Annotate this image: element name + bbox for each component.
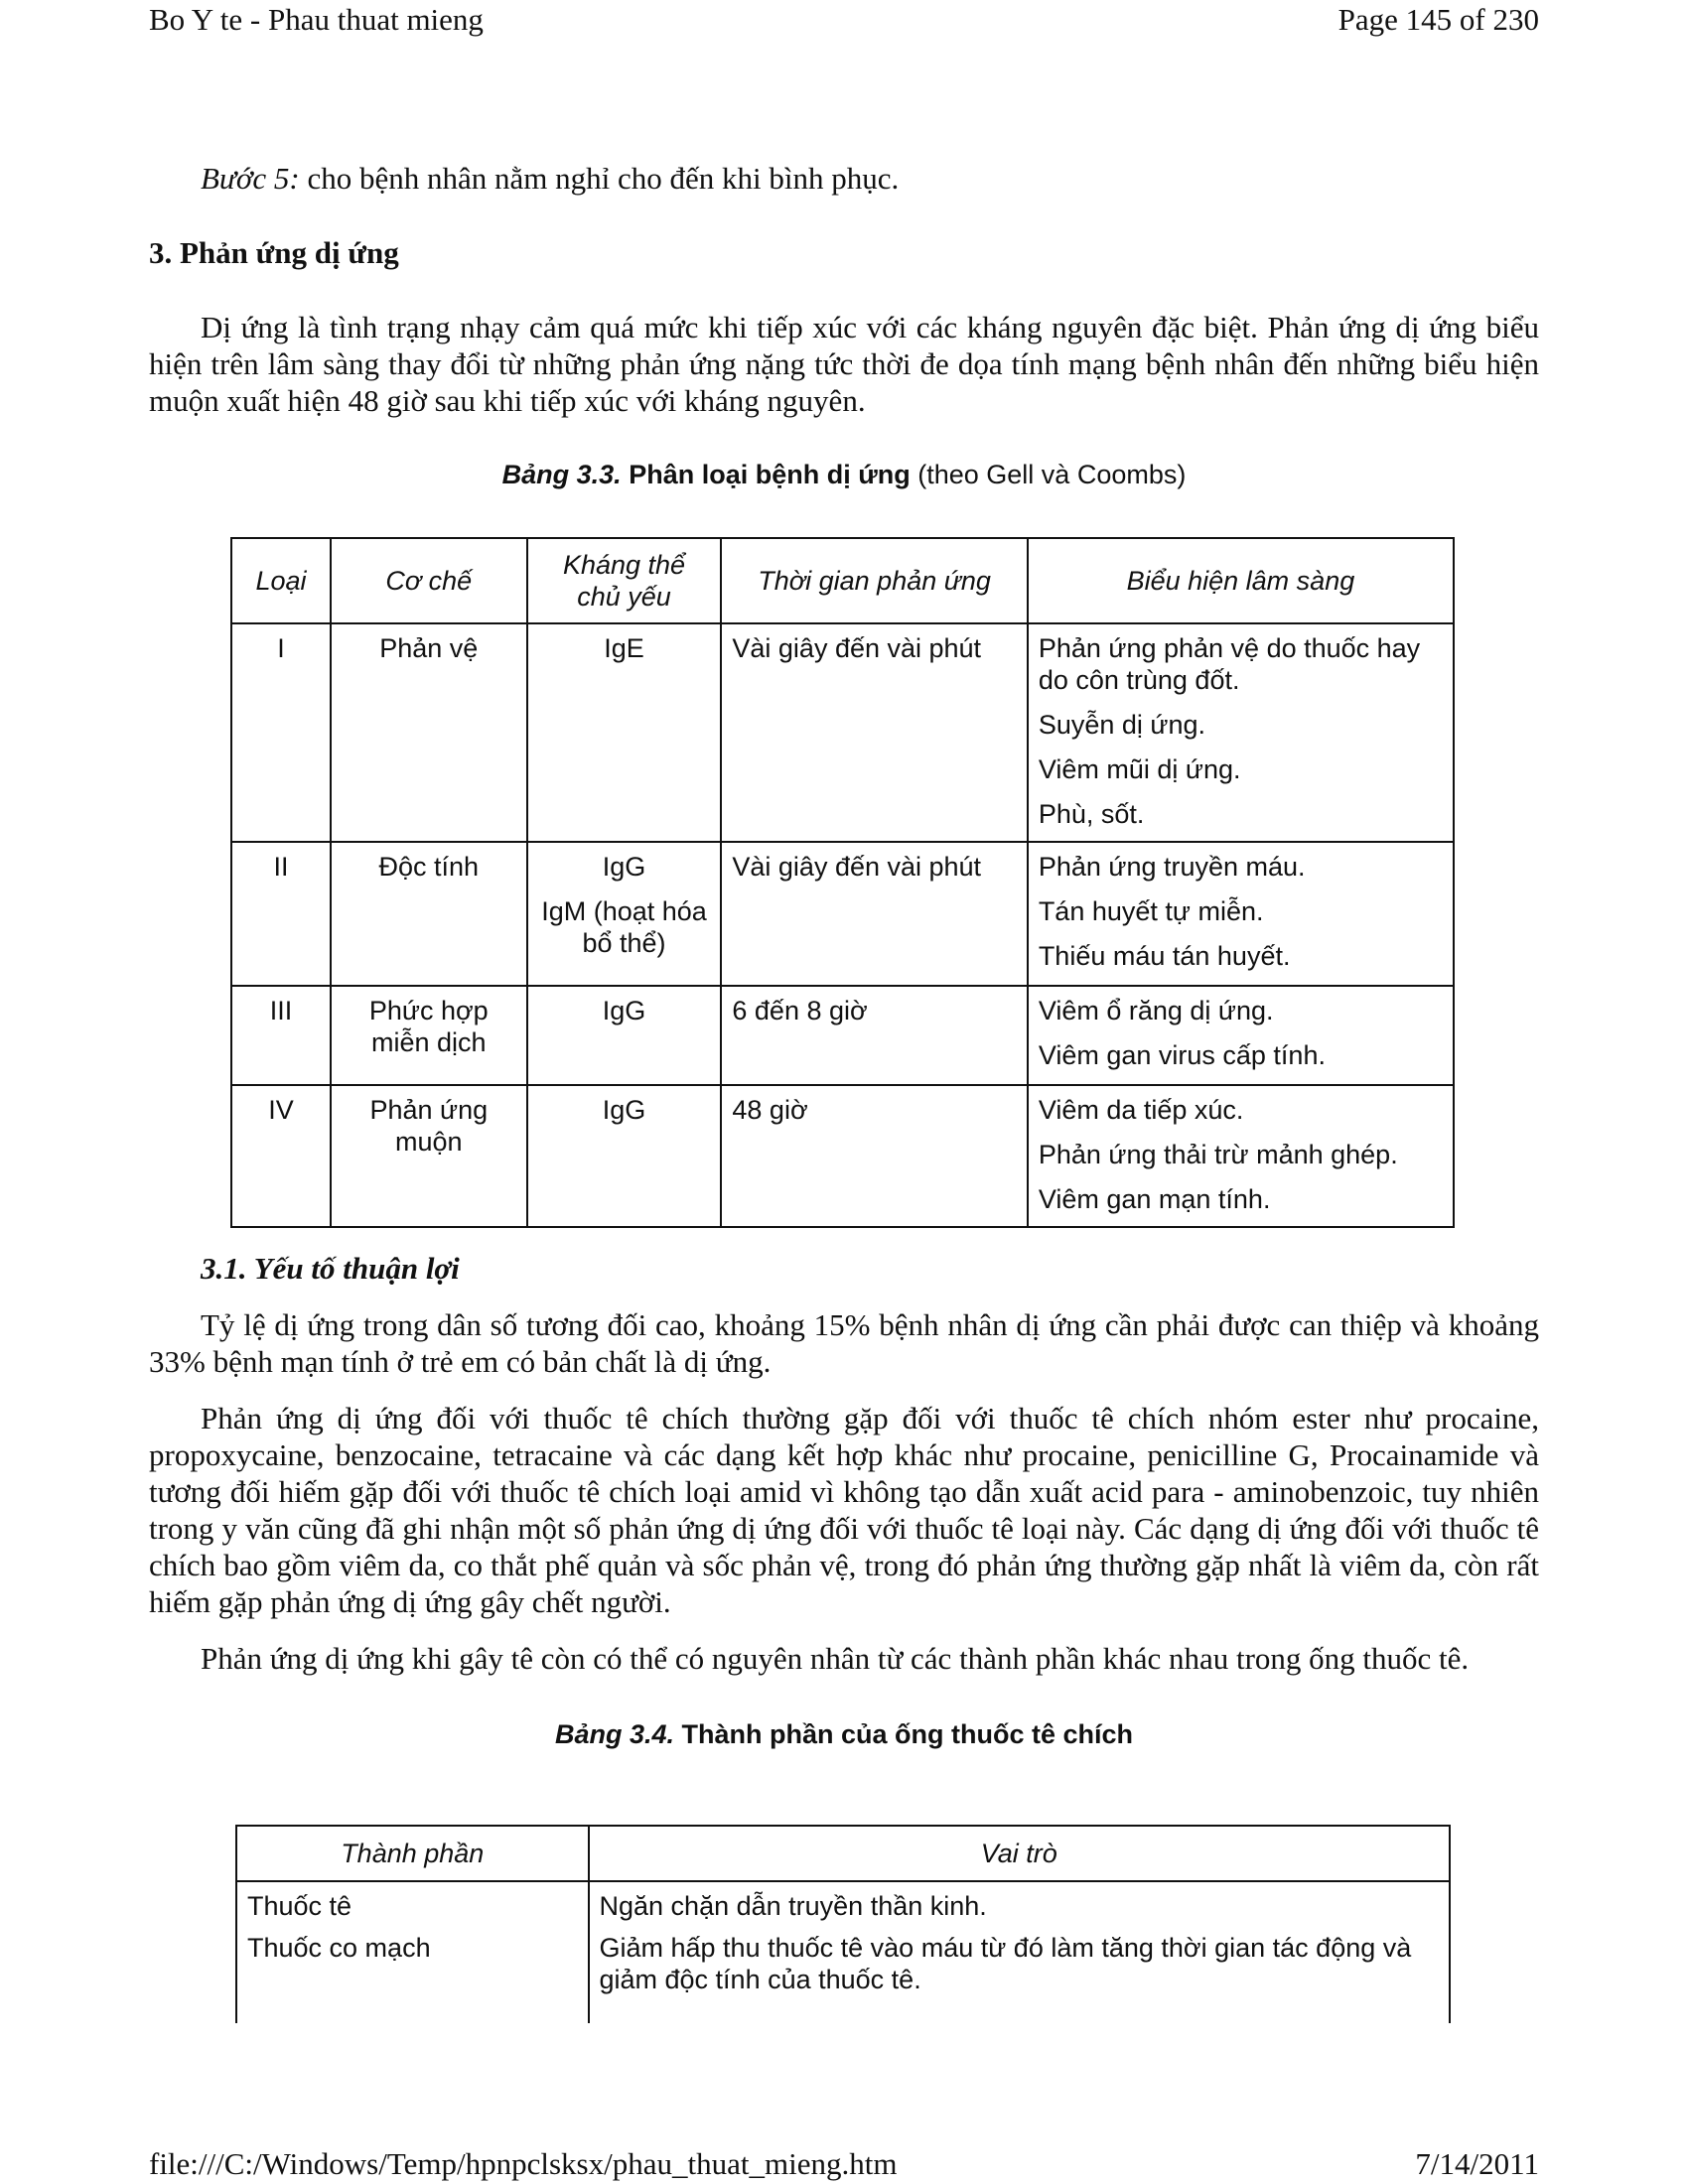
row-antibody: IgG: [527, 986, 722, 1085]
row-role: Giảm hấp thu thuốc tê vào máu từ đó làm tăng thời gian tác động và giảm độc tính của thuốc tê.: [589, 1924, 1451, 2023]
row-type: IV: [231, 1085, 331, 1227]
row-type: III: [231, 986, 331, 1085]
table-row: [236, 1881, 1450, 1924]
clinical-item: Thiếu máu tán huyết.: [1038, 941, 1291, 971]
table-3-3: [230, 537, 1455, 1228]
table-3-4-caption-number: Bảng 3.4.: [554, 1719, 675, 1749]
row-mechanism: Phản vệ: [331, 623, 527, 842]
row-antibody: IgE: [527, 623, 722, 842]
section-3-1-paragraph-2: Phản ứng dị ứng đối với thuốc tê chích thường gặp đối với thuốc tê chích nhóm ester như procaine, propoxycaine, benzocaine, tetracaine và các dạng kết hợp khác như procaine, penicilline G, Procainamide và tương đối hiếm gặp đối với thuốc tê chích loại amid vì không tạo dẫn xuất acid para - aminobenzoic, tuy nhiên trong y văn cũng đã ghi nhận một số phản ứng dị ứng đối với thuốc tê loại này. Các dạng dị ứng đối với thuốc tê chích bao gồm viêm da, co thắt phế quản và sốc phản vệ, trong đó phản ứng thường gặp nhất là viêm da, còn rất hiếm gặp phản ứng dị ứng gây chết người.: [149, 1401, 1539, 1619]
clinical-item: Viêm gan virus cấp tính.: [1038, 1040, 1326, 1070]
clinical-item: Viêm ổ răng dị ứng.: [1038, 996, 1274, 1025]
row-type: II: [231, 842, 331, 986]
clinical-item: Viêm da tiếp xúc.: [1038, 1095, 1244, 1125]
document-body: [149, 159, 1539, 492]
header-thanh-phan: Thành phần: [236, 1826, 589, 1881]
table-row: [231, 623, 1454, 842]
table-row: [231, 986, 1454, 1085]
row-mechanism: Phản ứng muộn: [331, 1085, 527, 1227]
header-loai: Loại: [231, 538, 331, 623]
row-mechanism: Phức hợp miễn dịch: [331, 986, 527, 1085]
row-clinical: [1028, 1085, 1454, 1227]
table-3-3-caption-note: (theo Gell và Coombs): [910, 460, 1187, 489]
clinical-item: Viêm mũi dị ứng.: [1038, 754, 1241, 784]
section-3-paragraph: Dị ứng là tình trạng nhạy cảm quá mức khi tiếp xúc với các kháng nguyên đặc biệt. Phản ứng dị ứng biểu hiện trên lâm sàng thay đổi từ những phản ứng nặng tức thời đe dọa tính mạng bệnh nhân đến những biểu hiện muộn xuất hiện 48 giờ sau khi tiếp xúc với kháng nguyên.: [149, 310, 1539, 418]
table-header-row: [236, 1826, 1450, 1881]
clinical-item: Tán huyết tự miễn.: [1038, 896, 1264, 926]
row-time: Vài giây đến vài phút: [721, 623, 1027, 842]
clinical-item: Phản ứng phản vệ do thuốc hay do côn trùng đốt.: [1038, 633, 1421, 695]
clinical-item: Phản ứng thải trừ mảnh ghép.: [1038, 1140, 1398, 1169]
row-antibody: [527, 842, 722, 986]
row-clinical: [1028, 842, 1454, 986]
clinical-item: Phản ứng truyền máu.: [1038, 852, 1306, 882]
header-thoi-gian: Thời gian phản ứng: [721, 538, 1027, 623]
section-3-title: 3. Phản ứng dị ứng: [149, 235, 399, 270]
clinical-item: Viêm gan mạn tính.: [1038, 1184, 1271, 1214]
step-5-text: cho bệnh nhân nằm nghỉ cho đến khi bình phục.: [299, 161, 900, 196]
page-number: Page 145 of 230: [1337, 2, 1539, 37]
step-5-label: Bước 5:: [201, 161, 300, 196]
footer-file-path: file:///C:/Windows/Temp/hpnpclsksx/phau_thuat_mieng.htm: [149, 2146, 898, 2181]
header-co-che: Cơ chế: [331, 538, 527, 623]
step-5: [149, 159, 1539, 199]
clinical-item: Phù, sốt.: [1038, 799, 1145, 829]
section-3-1-title: 3.1. Yếu tố thuận lợi: [201, 1251, 460, 1286]
antibody-secondary: IgM (hoạt hóa bổ thể): [541, 896, 707, 958]
header-bieu-hien: Biểu hiện lâm sàng: [1028, 538, 1454, 623]
row-time: 48 giờ: [721, 1085, 1027, 1227]
table-row: [236, 1924, 1450, 2023]
row-time: Vài giây đến vài phút: [721, 842, 1027, 986]
clinical-item: Suyễn dị ứng.: [1038, 710, 1205, 740]
row-antibody: IgG: [527, 1085, 722, 1227]
table-3-4-caption-title: Thành phần của ống thuốc tê chích: [674, 1719, 1134, 1749]
row-time: 6 đến 8 giờ: [721, 986, 1027, 1085]
table-3-4-caption: [149, 1716, 1539, 1752]
row-clinical: [1028, 623, 1454, 842]
row-mechanism: Độc tính: [331, 842, 527, 986]
header-title: Bo Y te - Phau thuat mieng: [149, 2, 484, 37]
table-header-row: [231, 538, 1454, 623]
row-role: Ngăn chặn dẫn truyền thần kinh.: [589, 1881, 1451, 1924]
section-3-1: [149, 1249, 1539, 1752]
table-3-3-caption-title: Phân loại bệnh dị ứng: [621, 460, 911, 489]
row-component: Thuốc tê: [236, 1881, 589, 1924]
antibody-primary: IgG: [602, 852, 646, 882]
row-component: Thuốc co mạch: [236, 1924, 589, 2023]
table-row: [231, 842, 1454, 986]
table-3-3-caption-number: Bảng 3.3.: [501, 460, 622, 489]
table-row: [231, 1085, 1454, 1227]
section-3-1-paragraph-1: Tỷ lệ dị ứng trong dân số tương đối cao, khoảng 15% bệnh nhân dị ứng cần phải được can thiệp và khoảng 33% bệnh mạn tính ở trẻ em có bản chất là dị ứng.: [149, 1307, 1539, 1379]
section-3-1-paragraph-3: Phản ứng dị ứng khi gây tê còn có thể có nguyên nhân từ các thành phần khác nhau trong ống thuốc tê.: [201, 1641, 1470, 1676]
footer-date: 7/14/2011: [1415, 2146, 1539, 2181]
header-khang-the: Kháng thể chủ yếu: [527, 538, 722, 623]
table-3-4: [235, 1825, 1451, 2023]
row-type: I: [231, 623, 331, 842]
row-clinical: [1028, 986, 1454, 1085]
header-vai-tro: Vai trò: [589, 1826, 1451, 1881]
table-3-3-caption: [149, 457, 1539, 492]
